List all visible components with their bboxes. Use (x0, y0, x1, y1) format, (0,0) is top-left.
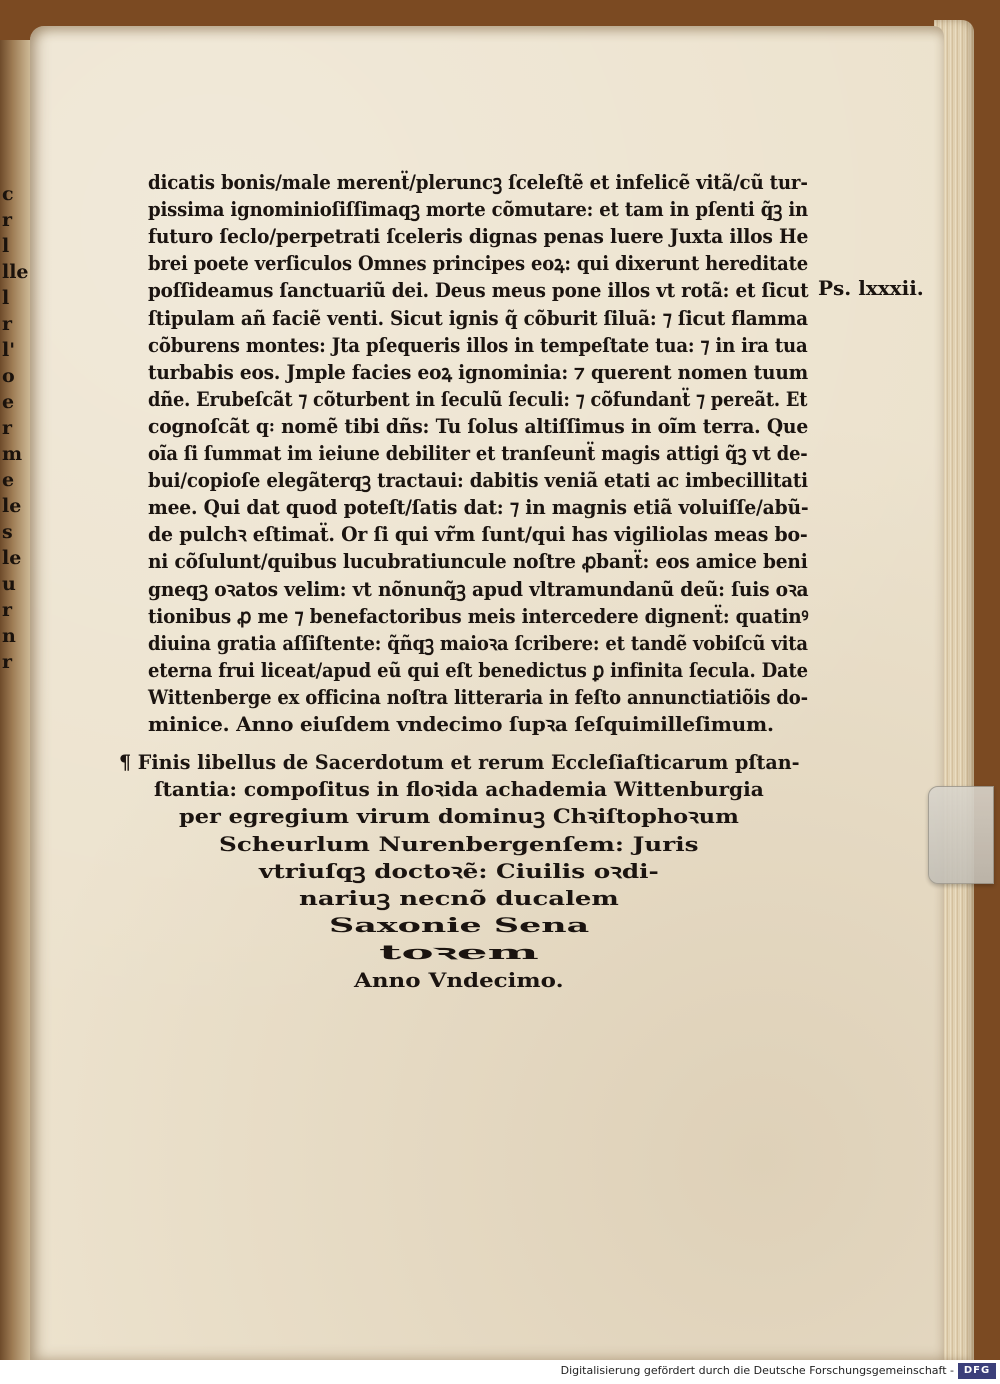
colophon-line: nariuꝫ necnõ ducalem (299, 886, 619, 910)
margin-note: Ps. lxxxii. (818, 276, 924, 300)
text-line: Wittenberge ex officina noſtra litteraria in feſto annunctiatiõis do- (148, 684, 808, 709)
text-line: diuina gratia aſſiſtente: q̃ñqꝫ maioꝛa ſcribere: et tandẽ vobiſcũ vita (148, 630, 808, 655)
text-line: de pulchꝛ eſtimaẗ. Or ſi qui vr̃m ſunt/qui has vigiliolas meas bo- (148, 522, 808, 547)
facing-page-fragment: le (2, 495, 22, 517)
colophon-line: vtriuſqꝫ doctoꝛẽ: Ciuilis oꝛdi- (259, 858, 659, 883)
text-line: minice. Anno eiuſdem vndecimo ſupꝛa ſeſquimilleſimum. (148, 712, 774, 736)
facing-page-fragment: m (2, 443, 23, 465)
text-line: oĩa ſi ſummat im ieiune debiliter et tranſeunẗ magis attigi q̃ꝫ vt de- (148, 441, 808, 465)
facing-page-fragment: lle (2, 261, 29, 283)
text-line: eterna frui liceat/apud eũ qui eſt benedictus ꝑ infinita ſecula. Date (148, 657, 808, 682)
text-line: tionibus ꝓ me ⁊ benefactoribus meis intercedere dignenẗ: quatinꝰ (148, 603, 809, 628)
text-line: ni cõſulunt/quibus lucubratiuncule noſtre ꝓbanẗ: eos amice beni (148, 549, 808, 574)
colophon-line: Saxonie Sena (329, 913, 590, 938)
text-line: bui/copioſe elegãterqꝫ tractaui: dabitis veniã etati ac imbecillitati (148, 468, 808, 493)
text-line: futuro ſeclo/perpetrati ſceleris dignas penas luere Juxta illos He (148, 224, 809, 249)
text-line: cõburens montes: Jta pſequeris illos in tempeſtate tua: ⁊ in ira tua (148, 332, 808, 357)
facing-page-fragment: o (2, 365, 15, 387)
footer-bar (0, 1360, 1000, 1384)
facing-page-fragment: l' (2, 339, 16, 361)
facing-page-fragment: r (2, 651, 13, 673)
dfg-logo[interactable]: DFG (958, 1363, 996, 1379)
text-line: poſſideamus ſanctuariũ dei. Deus meus pone illos vt rotã: et ſicut (148, 278, 809, 303)
colophon-line: Anno Vndecimo. (354, 967, 564, 992)
colophon (0, 748, 934, 1008)
text-line: gneqꝫ oꝛatos velim: vt nõnunq̃ꝫ apud vltramundanũ deũ: ſuis oꝛa (148, 576, 809, 601)
facing-page-fragment: le (2, 547, 22, 569)
text-line: turbabis eos. Jmple facies eoꝝ ignominia: ⁊ querent nomen tuum (148, 359, 809, 384)
bookmark-tab (928, 786, 994, 884)
colophon-line: toꝛem (379, 940, 539, 965)
text-line: cognoſcãt q꞉ nomẽ tibi dñs: Tu ſolus altiſſimus in oĩm terra. Que (148, 413, 809, 438)
text-line: dñe. Erubeſcãt ⁊ cõturbent in ſeculũ ſeculi: ⁊ cõfundanẗ ⁊ pereãt. Et (148, 386, 808, 411)
facing-page-fragment: c (2, 183, 14, 205)
facing-page-fragment: r (2, 209, 13, 231)
facing-page-fragment: e (2, 469, 15, 491)
text-line: ſtipulam añ faciẽ venti. Sicut ignis q̃ cõburit ſiluã: ⁊ ſicut flamma (148, 305, 808, 330)
colophon-line: ¶ Finis libellus de Sacerdotum et rerum Eccleſiaſticarum pſtan- (119, 750, 800, 774)
colophon-line: per egregium virum dominuꝫ Chꝛiſtophoꝛum (179, 804, 739, 829)
colophon-line: Scheurlum Nurenbergenſem: Juris (219, 831, 699, 856)
facing-page-fragment: n (2, 625, 16, 647)
footer-credit: Digitalisierung gefördert durch die Deutsche Forschungsgemeinschaft - (560, 1364, 954, 1377)
facing-page-fragment: u (2, 573, 16, 595)
text-line: mee. Qui dat quod poteſt/ſatis dat: ⁊ in magnis etiã voluiſſe/abũ- (148, 495, 809, 520)
facing-page-fragment: r (2, 417, 13, 439)
text-line: dicatis bonis/male merenẗ/pleruncꝫ ſceleſtẽ et infelicẽ vitã/cũ tur- (148, 170, 808, 194)
facing-page-fragment: l (2, 235, 10, 257)
text-line: pissima ignominioſiſſimaqꝫ morte cõmutare: et tam in pſenti q̃ꝫ in (148, 197, 808, 222)
text-line: brei poete verſiculos Omnes principes eoꝝ: qui dixerunt hereditate (148, 251, 809, 276)
facing-page-fragment: l (2, 287, 10, 309)
facing-page-fragment: r (2, 599, 13, 621)
facing-page-fragment: r (2, 313, 13, 335)
facing-page-fragment: e (2, 391, 15, 413)
facing-page-fragment: s (2, 521, 13, 543)
colophon-line: ſtantia: compoſitus in floꝛida achademia Wittenburgia (154, 777, 764, 802)
